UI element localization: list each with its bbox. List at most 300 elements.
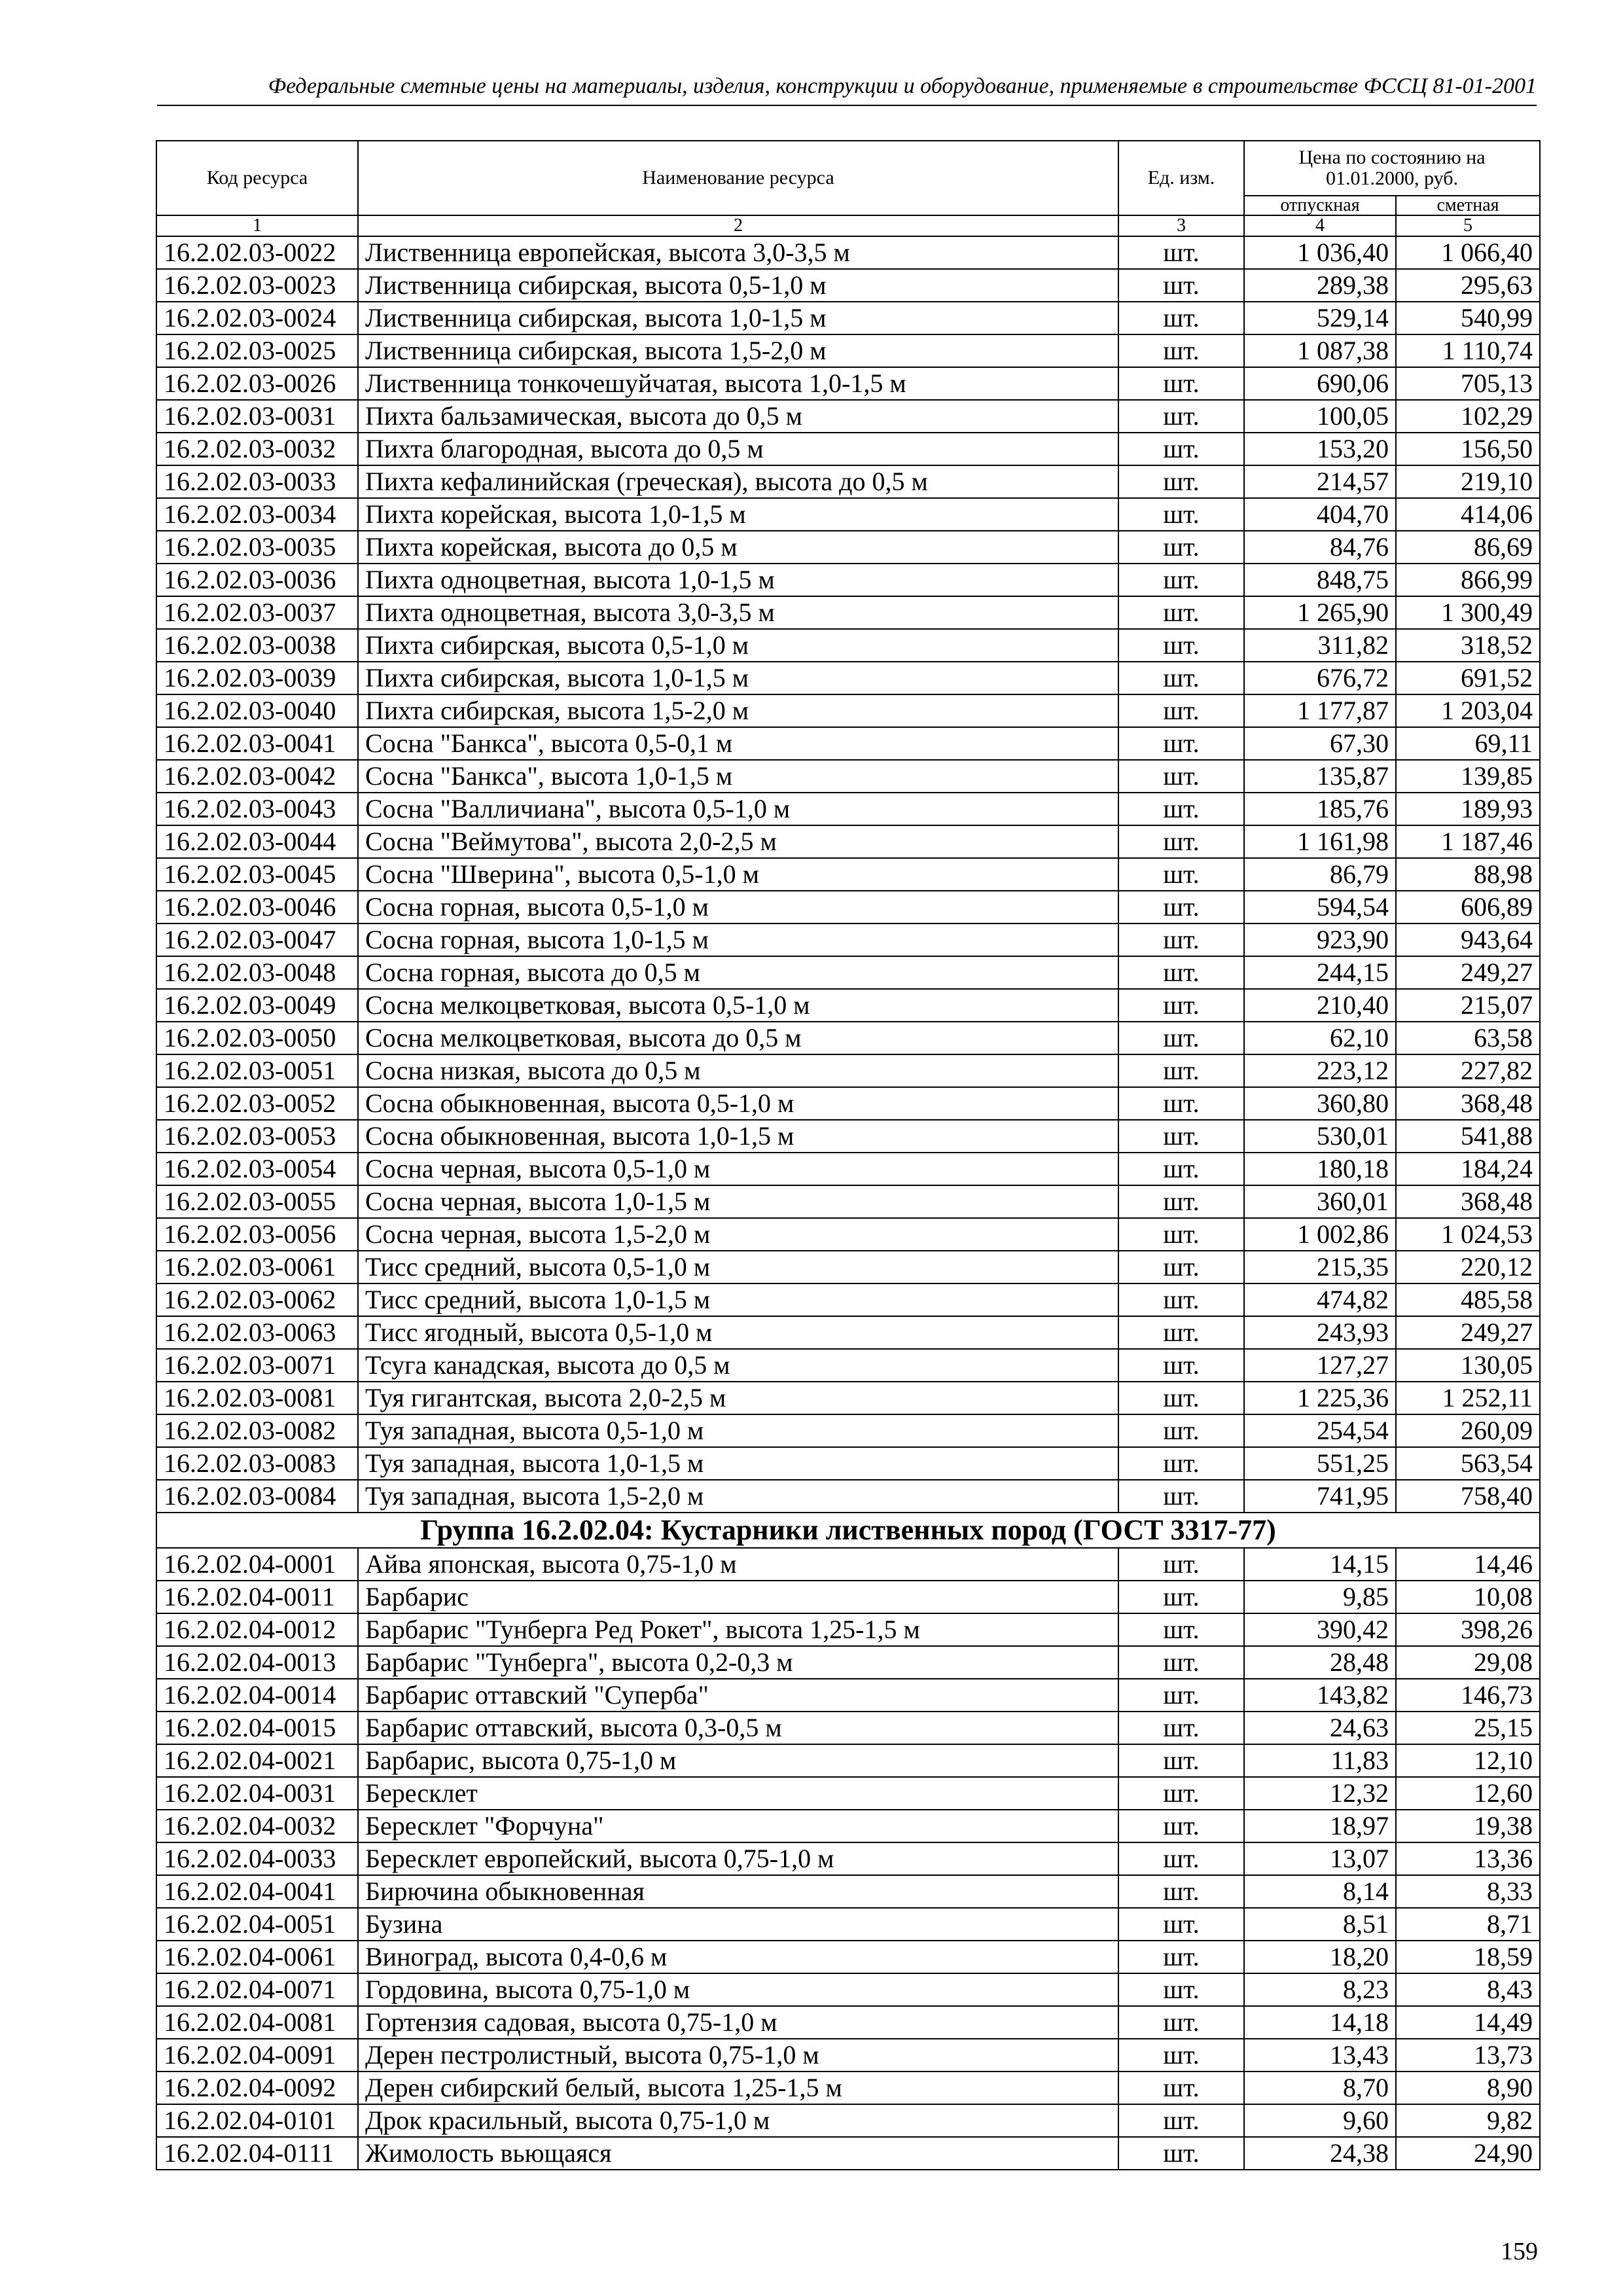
estimate-price: 139,85: [1396, 760, 1540, 793]
resource-code: 16.2.02.04-0012: [156, 1613, 358, 1646]
unit: шт.: [1118, 2104, 1244, 2137]
unit: шт.: [1118, 956, 1244, 989]
resource-name: Лиственница европейская, высота 3,0-3,5 м: [358, 236, 1118, 269]
table-row: [156, 1613, 1540, 1646]
unit: шт.: [1118, 1480, 1244, 1513]
release-price: 923,90: [1244, 924, 1396, 956]
resource-name: Пихта кефалинийская (греческая), высота до 0,5 м: [358, 465, 1118, 498]
unit: шт.: [1118, 924, 1244, 956]
table-row: [156, 465, 1540, 498]
table-body-group: [156, 1513, 1540, 1548]
table-body-shrubs: [156, 1548, 1540, 2170]
release-price: 243,93: [1244, 1316, 1396, 1349]
release-price: 530,01: [1244, 1120, 1396, 1153]
unit: шт.: [1118, 727, 1244, 760]
resource-code: 16.2.02.03-0083: [156, 1447, 358, 1480]
resource-name: Пихта корейская, высота 1,0-1,5 м: [358, 498, 1118, 531]
resource-name: Пихта сибирская, высота 0,5-1,0 м: [358, 629, 1118, 662]
resource-code: 16.2.02.04-0021: [156, 1744, 358, 1777]
table-row: [156, 1382, 1540, 1414]
release-price: 1 002,86: [1244, 1218, 1396, 1251]
resource-code: 16.2.02.03-0062: [156, 1283, 358, 1316]
resource-code: 16.2.02.03-0033: [156, 465, 358, 498]
resource-name: Пихта корейская, высота до 0,5 м: [358, 531, 1118, 564]
resource-name: Барбарис "Тунберга", высота 0,2-0,3 м: [358, 1646, 1118, 1679]
table-row: [156, 629, 1540, 662]
unit: шт.: [1118, 858, 1244, 891]
table-row: [156, 1908, 1540, 1941]
table-row: [156, 1941, 1540, 1973]
unit: шт.: [1118, 236, 1244, 269]
table-row: [156, 858, 1540, 891]
release-price: 143,82: [1244, 1679, 1396, 1712]
estimate-price: 758,40: [1396, 1480, 1540, 1513]
resource-code: 16.2.02.03-0053: [156, 1120, 358, 1153]
estimate-price: 12,10: [1396, 1744, 1540, 1777]
release-price: 28,48: [1244, 1646, 1396, 1679]
resource-name: Сосна "Веймутова", высота 2,0-2,5 м: [358, 825, 1118, 858]
resource-code: 16.2.02.03-0024: [156, 302, 358, 334]
release-price: 254,54: [1244, 1414, 1396, 1447]
table-row: [156, 825, 1540, 858]
unit: шт.: [1118, 1744, 1244, 1777]
unit: шт.: [1118, 1349, 1244, 1382]
unit: шт.: [1118, 760, 1244, 793]
table-row: [156, 433, 1540, 465]
resource-code: 16.2.02.04-0061: [156, 1941, 358, 1973]
resource-name: Сосна обыкновенная, высота 1,0-1,5 м: [358, 1120, 1118, 1153]
unit: шт.: [1118, 989, 1244, 1022]
unit: шт.: [1118, 1581, 1244, 1613]
resource-name: Бересклет европейский, высота 0,75-1,0 м: [358, 1842, 1118, 1875]
running-header: Федеральные сметные цены на материалы, изделия, конструкции и оборудование, применяемые в строительстве ФССЦ 81-01-2001: [268, 74, 1537, 98]
header-rule: [157, 105, 1537, 106]
table-row: [156, 498, 1540, 531]
table-row: [156, 1646, 1540, 1679]
estimate-price: 368,48: [1396, 1087, 1540, 1120]
resource-name: Сосна горная, высота 1,0-1,5 м: [358, 924, 1118, 956]
table-row: [156, 956, 1540, 989]
resource-name: Сосна черная, высота 1,5-2,0 м: [358, 1218, 1118, 1251]
estimate-price: 866,99: [1396, 564, 1540, 596]
unit: шт.: [1118, 334, 1244, 367]
release-price: 13,07: [1244, 1842, 1396, 1875]
column-number: 1: [156, 215, 358, 236]
unit: шт.: [1118, 1908, 1244, 1941]
resource-code: 16.2.02.03-0022: [156, 236, 358, 269]
release-price: 100,05: [1244, 400, 1396, 433]
resource-code: 16.2.02.03-0036: [156, 564, 358, 596]
table-row: [156, 727, 1540, 760]
table-row: [156, 302, 1540, 334]
resource-code: 16.2.02.03-0051: [156, 1054, 358, 1087]
resource-code: 16.2.02.03-0047: [156, 924, 358, 956]
table-row: [156, 1218, 1540, 1251]
resource-code: 16.2.02.03-0046: [156, 891, 358, 924]
resource-name: Айва японская, высота 0,75-1,0 м: [358, 1548, 1118, 1581]
resource-code: 16.2.02.04-0015: [156, 1712, 358, 1744]
estimate-price: 606,89: [1396, 891, 1540, 924]
table-row: [156, 334, 1540, 367]
resource-name: Пихта благородная, высота до 0,5 м: [358, 433, 1118, 465]
unit: шт.: [1118, 400, 1244, 433]
estimate-price: 24,90: [1396, 2137, 1540, 2170]
estimate-price: 563,54: [1396, 1447, 1540, 1480]
release-price: 62,10: [1244, 1022, 1396, 1054]
resource-name: Лиственница сибирская, высота 1,0-1,5 м: [358, 302, 1118, 334]
price-table: [156, 140, 1541, 2170]
table-row: [156, 2006, 1540, 2039]
release-price: 67,30: [1244, 727, 1396, 760]
estimate-price: 189,93: [1396, 793, 1540, 825]
unit: шт.: [1118, 1941, 1244, 1973]
unit: шт.: [1118, 498, 1244, 531]
release-price: 8,51: [1244, 1908, 1396, 1941]
table-row: [156, 760, 1540, 793]
unit: шт.: [1118, 1414, 1244, 1447]
resource-code: 16.2.02.04-0111: [156, 2137, 358, 2170]
release-price: 741,95: [1244, 1480, 1396, 1513]
estimate-price: 29,08: [1396, 1646, 1540, 1679]
resource-code: 16.2.02.03-0041: [156, 727, 358, 760]
resource-name: Пихта одноцветная, высота 3,0-3,5 м: [358, 596, 1118, 629]
unit: шт.: [1118, 1777, 1244, 1810]
table-body-conifers: [156, 236, 1540, 1513]
resource-code: 16.2.02.03-0061: [156, 1251, 358, 1283]
release-price: 210,40: [1244, 989, 1396, 1022]
table-row: [156, 564, 1540, 596]
column-number: 4: [1244, 215, 1396, 236]
unit: шт.: [1118, 1120, 1244, 1153]
table-row: [156, 531, 1540, 564]
unit: шт.: [1118, 1251, 1244, 1283]
release-price: 1 161,98: [1244, 825, 1396, 858]
resource-name: Туя гигантская, высота 2,0-2,5 м: [358, 1382, 1118, 1414]
release-price: 244,15: [1244, 956, 1396, 989]
group-heading: Группа 16.2.02.04: Кустарники лиственных пород (ГОСТ 3317-77): [156, 1513, 1540, 1548]
resource-code: 16.2.02.04-0011: [156, 1581, 358, 1613]
unit: шт.: [1118, 891, 1244, 924]
unit: шт.: [1118, 1382, 1244, 1414]
estimate-price: 184,24: [1396, 1153, 1540, 1185]
estimate-price: 1 187,46: [1396, 825, 1540, 858]
resource-name: Жимолость вьющаяся: [358, 2137, 1118, 2170]
estimate-price: 215,07: [1396, 989, 1540, 1022]
release-price: 404,70: [1244, 498, 1396, 531]
resource-code: 16.2.02.04-0092: [156, 2072, 358, 2104]
resource-name: Барбарис оттавский, высота 0,3-0,5 м: [358, 1712, 1118, 1744]
resource-name: Сосна горная, высота 0,5-1,0 м: [358, 891, 1118, 924]
estimate-price: 9,82: [1396, 2104, 1540, 2137]
resource-name: Сосна обыкновенная, высота 0,5-1,0 м: [358, 1087, 1118, 1120]
column-header-estimate: сметная: [1396, 196, 1540, 215]
resource-name: Сосна мелкоцветковая, высота 0,5-1,0 м: [358, 989, 1118, 1022]
estimate-price: 1 066,40: [1396, 236, 1540, 269]
resource-name: Гортензия садовая, высота 0,75-1,0 м: [358, 2006, 1118, 2039]
resource-name: Туя западная, высота 0,5-1,0 м: [358, 1414, 1118, 1447]
release-price: 474,82: [1244, 1283, 1396, 1316]
estimate-price: 541,88: [1396, 1120, 1540, 1153]
table-row: [156, 1480, 1540, 1513]
release-price: 1 036,40: [1244, 236, 1396, 269]
estimate-price: 69,11: [1396, 727, 1540, 760]
table-row: [156, 1087, 1540, 1120]
unit: шт.: [1118, 1613, 1244, 1646]
column-header-code: Код ресурса: [156, 141, 358, 215]
resource-name: Сосна "Шверина", высота 0,5-1,0 м: [358, 858, 1118, 891]
release-price: 289,38: [1244, 269, 1396, 302]
resource-name: Тисс средний, высота 1,0-1,5 м: [358, 1283, 1118, 1316]
unit: шт.: [1118, 1712, 1244, 1744]
release-price: 24,38: [1244, 2137, 1396, 2170]
release-price: 214,57: [1244, 465, 1396, 498]
estimate-price: 8,90: [1396, 2072, 1540, 2104]
estimate-price: 318,52: [1396, 629, 1540, 662]
estimate-price: 146,73: [1396, 1679, 1540, 1712]
unit: шт.: [1118, 2039, 1244, 2072]
estimate-price: 13,73: [1396, 2039, 1540, 2072]
unit: шт.: [1118, 694, 1244, 727]
table-row: [156, 1022, 1540, 1054]
resource-name: Сосна "Валличиана", высота 0,5-1,0 м: [358, 793, 1118, 825]
estimate-price: 220,12: [1396, 1251, 1540, 1283]
estimate-price: 8,43: [1396, 1973, 1540, 2006]
table-row: [156, 2039, 1540, 2072]
unit: шт.: [1118, 465, 1244, 498]
resource-name: Барбарис "Тунберга Ред Рокет", высота 1,25-1,5 м: [358, 1613, 1118, 1646]
estimate-price: 249,27: [1396, 956, 1540, 989]
resource-code: 16.2.02.03-0048: [156, 956, 358, 989]
resource-code: 16.2.02.03-0034: [156, 498, 358, 531]
release-price: 13,43: [1244, 2039, 1396, 2072]
release-price: 9,60: [1244, 2104, 1396, 2137]
resource-name: Пихта сибирская, высота 1,5-2,0 м: [358, 694, 1118, 727]
resource-code: 16.2.02.03-0049: [156, 989, 358, 1022]
unit: шт.: [1118, 596, 1244, 629]
column-header-release: отпускная: [1244, 196, 1396, 215]
resource-name: Сосна "Банкса", высота 1,0-1,5 м: [358, 760, 1118, 793]
resource-code: 16.2.02.04-0014: [156, 1679, 358, 1712]
table-row: [156, 1875, 1540, 1908]
release-price: 14,18: [1244, 2006, 1396, 2039]
resource-code: 16.2.02.04-0101: [156, 2104, 358, 2137]
estimate-price: 156,50: [1396, 433, 1540, 465]
unit: шт.: [1118, 629, 1244, 662]
table-row: [156, 793, 1540, 825]
release-price: 24,63: [1244, 1712, 1396, 1744]
resource-name: Лиственница сибирская, высота 0,5-1,0 м: [358, 269, 1118, 302]
release-price: 1 177,87: [1244, 694, 1396, 727]
release-price: 223,12: [1244, 1054, 1396, 1087]
estimate-price: 398,26: [1396, 1613, 1540, 1646]
resource-name: Лиственница сибирская, высота 1,5-2,0 м: [358, 334, 1118, 367]
release-price: 14,15: [1244, 1548, 1396, 1581]
resource-code: 16.2.02.03-0054: [156, 1153, 358, 1185]
resource-code: 16.2.02.03-0071: [156, 1349, 358, 1382]
estimate-price: 14,46: [1396, 1548, 1540, 1581]
table-row: [156, 1777, 1540, 1810]
estimate-price: 1 110,74: [1396, 334, 1540, 367]
resource-name: Тисс ягодный, высота 0,5-1,0 м: [358, 1316, 1118, 1349]
resource-code: 16.2.02.03-0039: [156, 662, 358, 694]
resource-name: Бересклет "Форчуна": [358, 1810, 1118, 1842]
unit: шт.: [1118, 269, 1244, 302]
estimate-price: 705,13: [1396, 367, 1540, 400]
table-row: [156, 367, 1540, 400]
resource-name: Барбарис оттавский "Суперба": [358, 1679, 1118, 1712]
group-heading-row: [156, 1513, 1540, 1548]
resource-name: Виноград, высота 0,4-0,6 м: [358, 1941, 1118, 1973]
release-price: 360,80: [1244, 1087, 1396, 1120]
table-row: [156, 1185, 1540, 1218]
table-row: [156, 269, 1540, 302]
table-row: [156, 694, 1540, 727]
estimate-price: 1 203,04: [1396, 694, 1540, 727]
unit: шт.: [1118, 2137, 1244, 2170]
table-row: [156, 596, 1540, 629]
resource-code: 16.2.02.03-0025: [156, 334, 358, 367]
release-price: 11,83: [1244, 1744, 1396, 1777]
estimate-price: 63,58: [1396, 1022, 1540, 1054]
column-number: 2: [358, 215, 1118, 236]
resource-name: Бирючина обыкновенная: [358, 1875, 1118, 1908]
resource-name: Дерен пестролистный, высота 0,75-1,0 м: [358, 2039, 1118, 2072]
table-row: [156, 1842, 1540, 1875]
resource-name: Барбарис: [358, 1581, 1118, 1613]
table-row: [156, 662, 1540, 694]
table-row: [156, 2104, 1540, 2137]
resource-name: Гордовина, высота 0,75-1,0 м: [358, 1973, 1118, 2006]
estimate-price: 368,48: [1396, 1185, 1540, 1218]
release-price: 390,42: [1244, 1613, 1396, 1646]
resource-code: 16.2.02.03-0044: [156, 825, 358, 858]
column-number: 5: [1396, 215, 1540, 236]
release-price: 690,06: [1244, 367, 1396, 400]
table-row: [156, 2072, 1540, 2104]
estimate-price: 13,36: [1396, 1842, 1540, 1875]
resource-name: Пихта одноцветная, высота 1,0-1,5 м: [358, 564, 1118, 596]
release-price: 153,20: [1244, 433, 1396, 465]
release-price: 360,01: [1244, 1185, 1396, 1218]
table-row: [156, 400, 1540, 433]
release-price: 848,75: [1244, 564, 1396, 596]
table-row: [156, 1349, 1540, 1382]
estimate-price: 14,49: [1396, 2006, 1540, 2039]
table-row: [156, 2137, 1540, 2170]
resource-code: 16.2.02.03-0084: [156, 1480, 358, 1513]
resource-code: 16.2.02.03-0081: [156, 1382, 358, 1414]
estimate-price: 260,09: [1396, 1414, 1540, 1447]
estimate-price: 1 252,11: [1396, 1382, 1540, 1414]
release-price: 1 087,38: [1244, 334, 1396, 367]
estimate-price: 25,15: [1396, 1712, 1540, 1744]
unit: шт.: [1118, 531, 1244, 564]
release-price: 185,76: [1244, 793, 1396, 825]
column-header-price: Цена по состоянию на 01.01.2000, руб.: [1244, 141, 1540, 196]
table-row: [156, 989, 1540, 1022]
resource-name: Пихта бальзамическая, высота до 0,5 м: [358, 400, 1118, 433]
unit: шт.: [1118, 1548, 1244, 1581]
unit: шт.: [1118, 1153, 1244, 1185]
resource-name: Бузина: [358, 1908, 1118, 1941]
unit: шт.: [1118, 1054, 1244, 1087]
resource-code: 16.2.02.03-0063: [156, 1316, 358, 1349]
estimate-price: 1 024,53: [1396, 1218, 1540, 1251]
table-row: [156, 1316, 1540, 1349]
estimate-price: 1 300,49: [1396, 596, 1540, 629]
unit: шт.: [1118, 2006, 1244, 2039]
page-number: 159: [1501, 2238, 1538, 2265]
release-price: 84,76: [1244, 531, 1396, 564]
resource-name: Дрок красильный, высота 0,75-1,0 м: [358, 2104, 1118, 2137]
resource-code: 16.2.02.03-0037: [156, 596, 358, 629]
resource-code: 16.2.02.03-0042: [156, 760, 358, 793]
unit: шт.: [1118, 302, 1244, 334]
estimate-price: 88,98: [1396, 858, 1540, 891]
table-row: [156, 924, 1540, 956]
table-row: [156, 236, 1540, 269]
release-price: 127,27: [1244, 1349, 1396, 1382]
unit: шт.: [1118, 793, 1244, 825]
unit: шт.: [1118, 1875, 1244, 1908]
estimate-price: 10,08: [1396, 1581, 1540, 1613]
unit: шт.: [1118, 1679, 1244, 1712]
unit: шт.: [1118, 1973, 1244, 2006]
unit: шт.: [1118, 1810, 1244, 1842]
table-row: [156, 1548, 1540, 1581]
resource-name: Дерен сибирский белый, высота 1,25-1,5 м: [358, 2072, 1118, 2104]
resource-code: 16.2.02.04-0001: [156, 1548, 358, 1581]
resource-name: Сосна мелкоцветковая, высота до 0,5 м: [358, 1022, 1118, 1054]
resource-code: 16.2.02.04-0081: [156, 2006, 358, 2039]
estimate-price: 943,64: [1396, 924, 1540, 956]
resource-code: 16.2.02.03-0032: [156, 433, 358, 465]
release-price: 18,20: [1244, 1941, 1396, 1973]
resource-code: 16.2.02.04-0051: [156, 1908, 358, 1941]
resource-code: 16.2.02.03-0026: [156, 367, 358, 400]
estimate-price: 227,82: [1396, 1054, 1540, 1087]
table-row: [156, 1447, 1540, 1480]
estimate-price: 295,63: [1396, 269, 1540, 302]
table-row: [156, 1054, 1540, 1087]
resource-code: 16.2.02.04-0031: [156, 1777, 358, 1810]
unit: шт.: [1118, 1185, 1244, 1218]
estimate-price: 414,06: [1396, 498, 1540, 531]
unit: шт.: [1118, 662, 1244, 694]
unit: шт.: [1118, 1283, 1244, 1316]
release-price: 180,18: [1244, 1153, 1396, 1185]
release-price: 135,87: [1244, 760, 1396, 793]
resource-code: 16.2.02.03-0055: [156, 1185, 358, 1218]
estimate-price: 19,38: [1396, 1810, 1540, 1842]
release-price: 9,85: [1244, 1581, 1396, 1613]
estimate-price: 691,52: [1396, 662, 1540, 694]
table-row: [156, 1153, 1540, 1185]
resource-code: 16.2.02.04-0013: [156, 1646, 358, 1679]
table-row: [156, 1810, 1540, 1842]
table-row: [156, 1744, 1540, 1777]
resource-code: 16.2.02.03-0056: [156, 1218, 358, 1251]
resource-code: 16.2.02.03-0040: [156, 694, 358, 727]
table-row: [156, 1712, 1540, 1744]
unit: шт.: [1118, 1218, 1244, 1251]
unit: шт.: [1118, 433, 1244, 465]
estimate-price: 8,33: [1396, 1875, 1540, 1908]
resource-code: 16.2.02.04-0032: [156, 1810, 358, 1842]
estimate-price: 8,71: [1396, 1908, 1540, 1941]
resource-name: Тисс средний, высота 0,5-1,0 м: [358, 1251, 1118, 1283]
resource-code: 16.2.02.04-0041: [156, 1875, 358, 1908]
